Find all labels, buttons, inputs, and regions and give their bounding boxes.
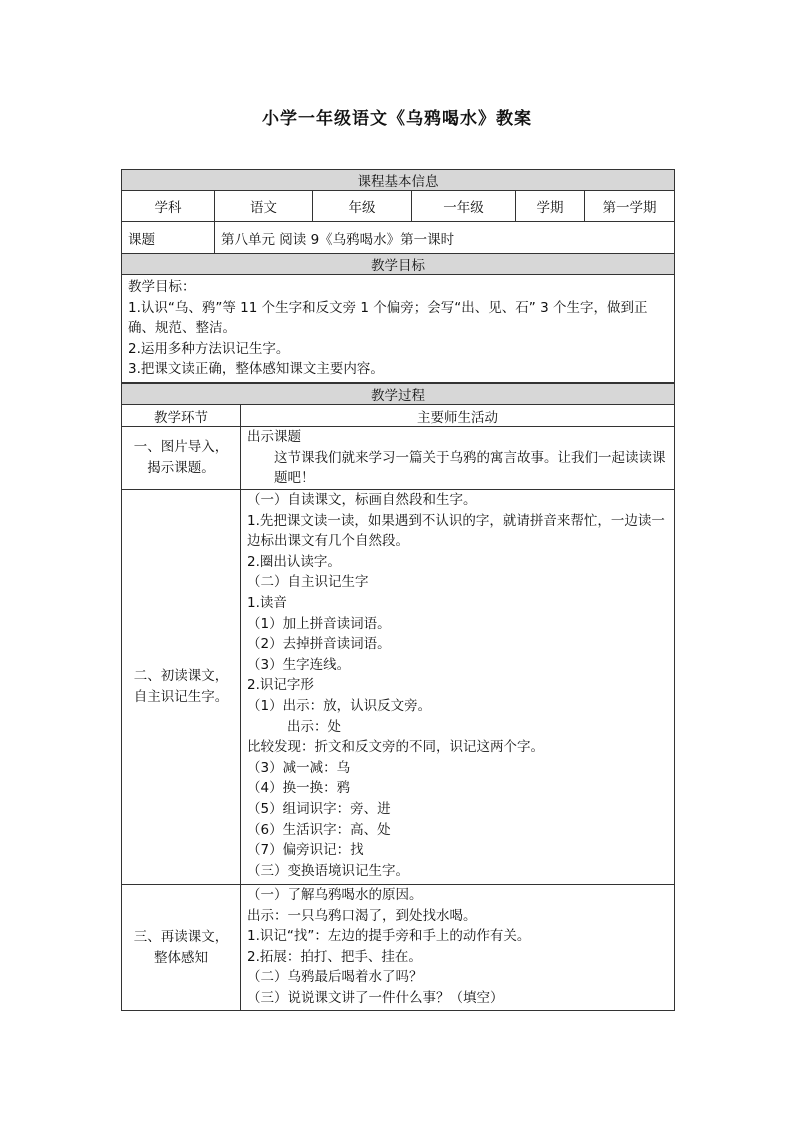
- stage-line: 一、图片导入，: [133, 439, 229, 455]
- stage-cell: [122, 427, 241, 490]
- subject-value: 语文: [215, 191, 313, 222]
- grade-value: 一年级: [412, 191, 516, 222]
- stage-line: 三、再读课文，: [133, 928, 229, 945]
- course-info-table: [121, 169, 675, 383]
- process-row: [122, 490, 675, 885]
- activity-cell: [241, 490, 675, 885]
- process-row: [122, 427, 675, 490]
- stage-line: 二、初读课文，: [133, 668, 229, 684]
- activity-line: 比较发现：折文和反文旁的不同，识记这两个字。: [247, 739, 544, 756]
- process-row: [122, 885, 675, 1011]
- activity-cell: [241, 427, 675, 490]
- stage-line: 揭示课题。: [147, 460, 215, 476]
- activity-line: 2.识记字形: [247, 677, 314, 694]
- goals-cell: [122, 275, 675, 383]
- term-value: 第一学期: [585, 191, 675, 222]
- activity-line: （5）组词识字：旁、进: [247, 800, 391, 817]
- term-label: 学期: [516, 191, 585, 222]
- activity-line: 出示课题: [247, 429, 301, 445]
- activity-line: （三）变换语境识记生字。: [247, 862, 409, 879]
- activity-line: （二）乌鸦最后喝着水了吗？: [247, 969, 423, 986]
- activity-line: （6）生活识字：高、处: [247, 821, 391, 838]
- activity-cell: [241, 885, 675, 1011]
- activity-line: （三）说说课文讲了一件什么事？（填空）: [247, 989, 504, 1006]
- activity-line: （3）减一减：乌: [247, 759, 351, 776]
- goal-item: 3.把课文读正确，整体感知课文主要内容。: [128, 361, 384, 377]
- activity-line: 1.先把课文读一读，如果遇到不认识的字，就请拼音来帮忙，一边读一边标出课文有几个自然段。: [247, 512, 665, 550]
- section-header-goals: 教学目标: [122, 254, 675, 275]
- activity-line: 2.拓展：拍打、把手、挂在。: [247, 948, 422, 965]
- stage-cell: [122, 885, 241, 1011]
- activity-line: （4）换一换：鸦: [247, 780, 351, 797]
- activity-line: 1.读音: [247, 594, 287, 611]
- column-header-stage: 教学环节: [122, 405, 241, 427]
- document-title: 小学一年级语文《乌鸦喝水》教案: [262, 109, 532, 129]
- section-header-process: 教学过程: [122, 384, 675, 405]
- stage-line: 自主识记生字。: [133, 689, 229, 705]
- column-header-activity: 主要师生活动: [241, 405, 675, 427]
- goals-heading: 教学目标：: [128, 279, 196, 295]
- activity-line: （一）自读课文，标画自然段和生字。: [247, 492, 477, 508]
- topic-label: 课题: [122, 222, 215, 254]
- goal-item: 2.运用多种方法识记生字。: [128, 340, 290, 357]
- activity-line: （一）了解乌鸦喝水的原因。: [247, 887, 423, 903]
- activity-line: 2.圈出认读字。: [247, 553, 341, 570]
- stage-line: 整体感知: [154, 949, 208, 966]
- activity-line: 1.识记“找”：左边的提手旁和手上的动作有关。: [247, 928, 531, 945]
- section-header-basic-info: 课程基本信息: [122, 170, 675, 191]
- subject-label: 学科: [122, 191, 215, 222]
- grade-label: 年级: [313, 191, 412, 222]
- activity-line: （二）自主识记生字: [247, 574, 369, 591]
- activity-line: 出示：处: [287, 718, 341, 735]
- activity-line: （2）去掉拼音读词语。: [247, 636, 391, 653]
- activity-line: 这节课我们就来学习一篇关于乌鸦的寓言故事。让我们一起读读课题吧！: [274, 449, 666, 487]
- stage-cell: [122, 490, 241, 885]
- activity-line: （7）偏旁识记：找: [247, 842, 364, 859]
- topic-value: 第八单元 阅读 9《乌鸦喝水》第一课时: [215, 222, 675, 254]
- activity-line: （1）加上拼音读词语。: [247, 615, 391, 632]
- goal-item: 1.认识“乌、鸦”等 11 个生字和反文旁 1 个偏旁；会写“出、见、石” 3 个生字，做到正确、规范、整洁。: [128, 299, 648, 336]
- activity-line: 出示：一只乌鸦口渴了，到处找水喝。: [247, 907, 477, 924]
- activity-line: （1）出示：放，认识反文旁。: [247, 697, 432, 714]
- teaching-process-table: [121, 383, 675, 1011]
- activity-line: （3）生字连线。: [247, 656, 351, 673]
